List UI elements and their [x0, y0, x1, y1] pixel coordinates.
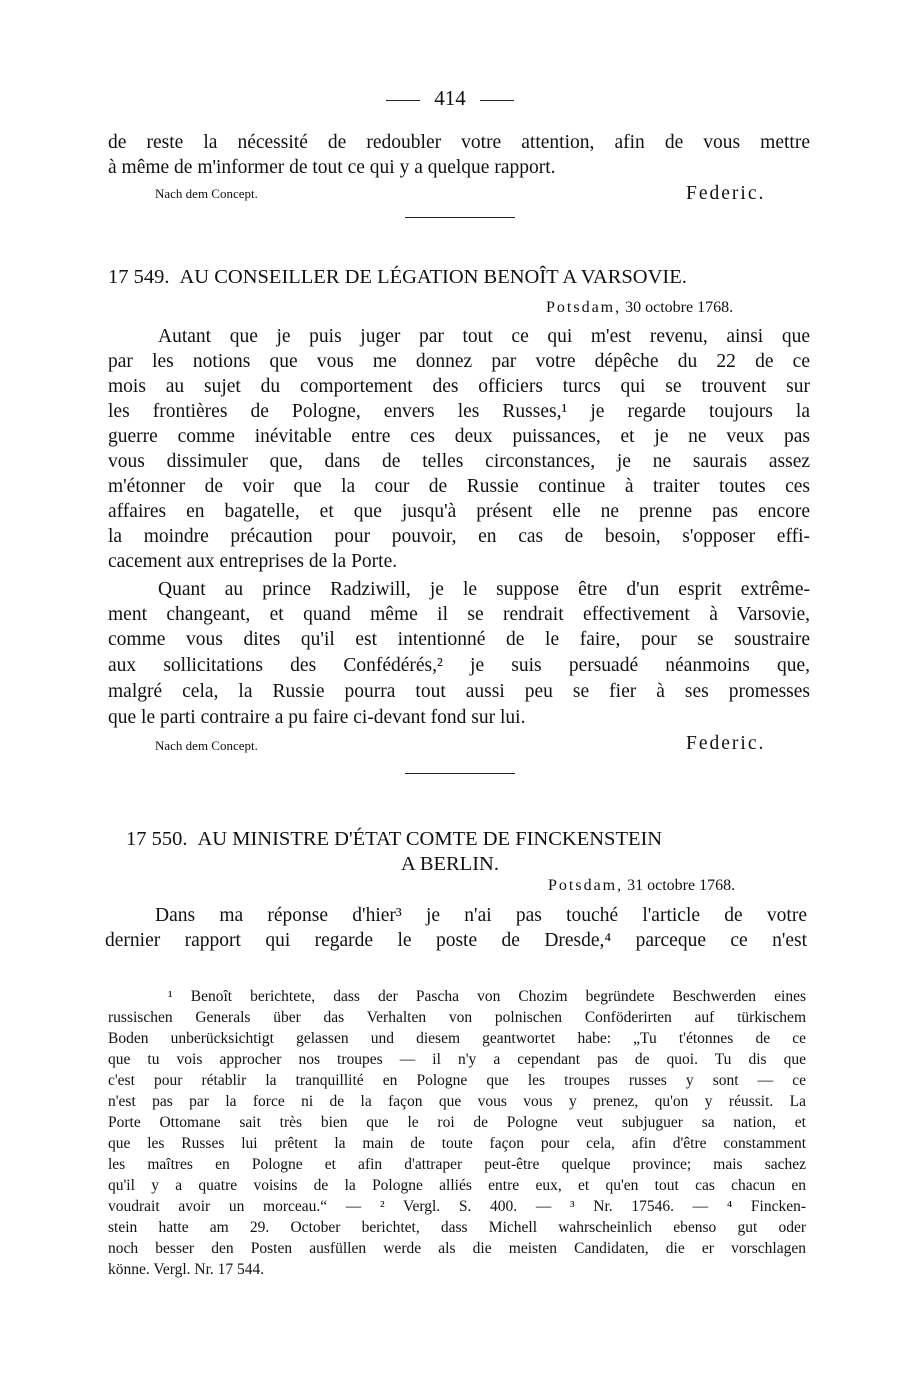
- footnote-line: que tu vois approcher nos troupes — il n'y a cependant pas de quoi. Tu dis que: [108, 1051, 806, 1068]
- text-line: Autant que je puis juger par tout ce qui m'est revenu, ainsi que: [158, 326, 810, 347]
- signature: Federic.: [686, 733, 766, 754]
- letter-title-line2: A BERLIN.: [401, 853, 499, 875]
- text-line: ment changeant, et quand même il se rendrait effectivement à Varsovie,: [108, 604, 810, 625]
- section-divider: [405, 773, 515, 774]
- signature: Federic.: [686, 183, 766, 204]
- source-note: Nach dem Concept.: [155, 738, 258, 753]
- text-line: m'étonner de voir que la cour de Russie continue à traiter toutes ces: [108, 476, 810, 497]
- letter-heading: [108, 264, 810, 290]
- page-number-rule-left: [386, 100, 420, 101]
- date: 31 octobre 1768.: [627, 877, 736, 894]
- footnote-line: c'est pour rétablir la tranquillité en Pologne que les troupes russes y sont — ce: [108, 1072, 806, 1089]
- text-line: les frontières de Pologne, envers les Russes,¹ je regarde toujours la: [108, 401, 810, 422]
- footnote-line: könne. Vergl. Nr. 17 544.: [108, 1261, 265, 1278]
- date: 30 octobre 1768.: [625, 299, 734, 316]
- place-date: [546, 298, 733, 318]
- letter-number: 17 550.: [126, 828, 188, 850]
- page-number: 414: [0, 86, 900, 111]
- letter-heading: [126, 826, 828, 852]
- text-line: Dans ma réponse d'hier³ je n'ai pas touché l'article de votre: [155, 905, 807, 926]
- letter-title: AU MINISTRE D'ÉTAT COMTE DE FINCKENSTEIN: [197, 828, 663, 850]
- footnote-line: stein hatte am 29. October berichtet, dass Michell wahrscheinlich ebenso gut oder: [108, 1219, 806, 1236]
- footnote-line: Porte Ottomane sait très bien que le roi de Pologne veut subjuguer sa nation, et: [108, 1114, 806, 1131]
- footnote-line: russischen Generals über das Verhalten von polnischen Conföderirten auf türkischem: [108, 1009, 806, 1026]
- footnote-line: qu'il y a quatre voisins de la Pologne alliés entre eux, et qu'en tout cas chacun en: [108, 1177, 806, 1194]
- letter-title: AU CONSEILLER DE LÉGATION BENOÎT A VARSOVIE.: [179, 266, 687, 288]
- letter-number: 17 549.: [108, 266, 170, 288]
- text-line: à même de m'informer de tout ce qui y a quelque rapport.: [108, 157, 556, 178]
- text-line: aux sollicitations des Confédérés,² je suis persuadé néanmoins que,: [108, 655, 810, 676]
- footnote-line: noch besser den Posten ausfüllen werde als die meisten Candidaten, die er vorschlagen: [108, 1240, 806, 1257]
- footnote-line: que les Russes lui prêtent la main de toute façon pour cela, afin d'être constamment: [108, 1135, 806, 1152]
- footnote-line: les maîtres en Pologne et afin d'attraper peut-être quelque province; mais sachez: [108, 1156, 806, 1173]
- text-line: guerre comme inévitable entre ces deux puissances, et je ne veux pas: [108, 426, 810, 447]
- text-line: Quant au prince Radziwill, je le suppose être d'un esprit extrême-: [158, 579, 810, 600]
- text-line: par les notions que vous me donnez par votre dépêche du 22 de ce: [108, 351, 810, 372]
- source-note: Nach dem Concept.: [155, 186, 258, 201]
- text-line: mois au sujet du comportement des officiers turcs qui se trouvent sur: [108, 376, 810, 397]
- text-line: comme vous dites qu'il est intentionné de le faire, pour se soustraire: [108, 629, 810, 650]
- text-line: de reste la nécessité de redoubler votre attention, afin de vous mettre: [108, 132, 810, 153]
- text-line: dernier rapport qui regarde le poste de Dresde,⁴ parceque ce n'est: [105, 930, 807, 951]
- text-line: cacement aux entreprises de la Porte.: [108, 551, 398, 572]
- text-line: affaires en bagatelle, et que jusqu'à présent elle ne prenne pas encore: [108, 501, 810, 522]
- footnote-line: Boden unberücksichtigt gelassen und diesem geantwortet habe: „Tu t'étonnes de ce: [108, 1030, 806, 1047]
- text-line: la moindre précaution pour pouvoir, en cas de besoin, s'opposer effi-: [108, 526, 810, 547]
- text-line: malgré cela, la Russie pourra tout aussi peu se fier à ses promesses: [108, 681, 810, 702]
- footnote-line: ¹ Benoît berichtete, dass der Pascha von Chozim begründete Beschwerden eines: [168, 988, 806, 1005]
- footnote-line: voudrait avoir un morceau.“ — ² Vergl. S. 400. — ³ Nr. 17546. — ⁴ Fincken-: [108, 1198, 806, 1215]
- text-line: vous dissimuler que, dans de telles circonstances, je ne saurais assez: [108, 451, 810, 472]
- place: Potsdam,: [546, 299, 622, 316]
- page-number-rule-right: [480, 100, 514, 101]
- place-date: [548, 876, 735, 896]
- text-line: que le parti contraire a pu faire ci-devant fond sur lui.: [108, 707, 526, 728]
- place: Potsdam,: [548, 877, 624, 894]
- section-divider: [405, 217, 515, 218]
- footnote-line: n'est pas par la force ni de la façon que vous vous y prenez, qu'on y réussit. La: [108, 1093, 806, 1110]
